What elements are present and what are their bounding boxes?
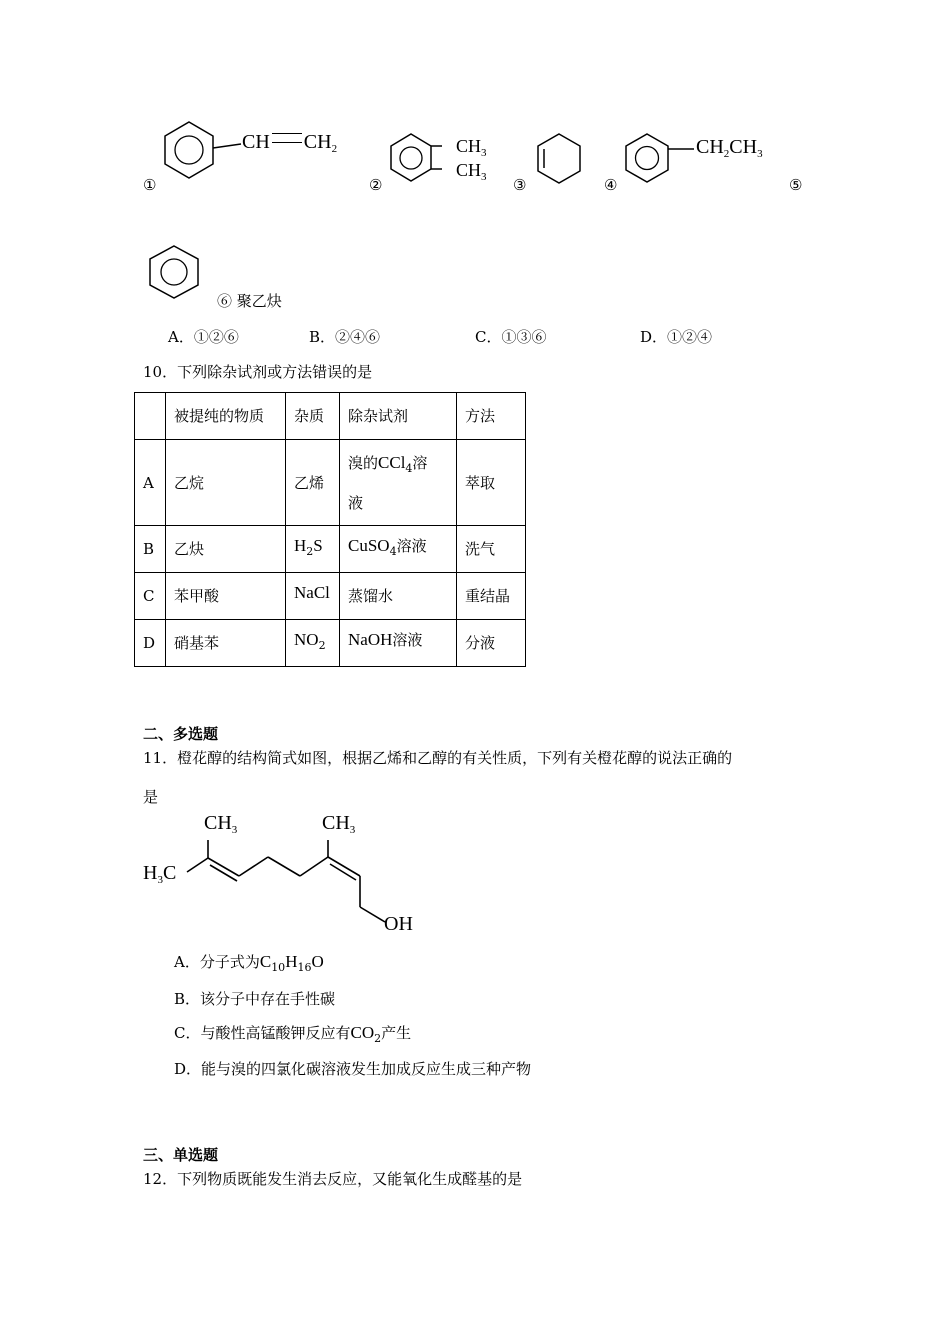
table-cell xyxy=(135,393,166,440)
methyl-label-left: $CH_3$ xyxy=(204,812,238,836)
bond-line xyxy=(213,140,243,150)
table-cell: 溴的CCl$_4$溶 液 xyxy=(340,440,457,526)
table-cell: CuSO$_4$溶液 xyxy=(340,526,457,573)
table-cell: $NO_2$ xyxy=(286,620,340,667)
section-heading-3: 三、单选题 xyxy=(143,1146,219,1164)
table-row xyxy=(135,573,526,620)
q9-option-d: D．①②④ xyxy=(640,328,713,346)
cyclohexene-structure xyxy=(534,131,586,189)
methyl-label-terminal: $H_3C$ xyxy=(143,862,177,886)
table-cell: 萃取 xyxy=(457,440,526,526)
q11-stem-line1: 11．橙花醇的结构简式如图，根据乙烯和乙醇的有关性质，下列有关橙花醇的说法正确的 xyxy=(143,749,733,767)
q9-option-b: B．②④⑥ xyxy=(309,328,381,346)
q11-stem-line2: 是 xyxy=(143,788,159,806)
table-cell: 乙烯 xyxy=(286,440,340,526)
table-header: 除杂试剂 xyxy=(340,393,457,440)
table-cell: 重结晶 xyxy=(457,573,526,620)
row-label: A xyxy=(135,440,166,526)
table-cell: 乙烷 xyxy=(166,440,286,526)
methyl-group-1: $CH_3$ xyxy=(456,136,487,159)
table-cell: 硝基苯 xyxy=(166,620,286,667)
benzene-ring-structure-1 xyxy=(160,118,220,188)
table-row xyxy=(135,620,526,667)
label-3: ③ xyxy=(513,176,527,194)
double-bond xyxy=(272,133,302,143)
table-cell: NaOH溶液 xyxy=(340,620,457,667)
purification-table xyxy=(134,392,526,667)
table-cell: $H_2S$ xyxy=(286,526,340,573)
q11-option-b: B．该分子中存在手性碳 xyxy=(174,990,336,1008)
table-row xyxy=(135,440,526,526)
row-label: D xyxy=(135,620,166,667)
struct1-formula: CH $CH_2$ xyxy=(242,131,338,155)
table-header-row xyxy=(135,393,526,440)
table-cell: NaCl xyxy=(286,573,340,620)
ethyl-group: $CH_2CH_3$ xyxy=(696,136,763,160)
q12-stem: 12．下列物质既能发生消去反应，又能氧化生成醛基的是 xyxy=(143,1170,523,1188)
label-5: ⑤ xyxy=(789,176,803,194)
label-6: ⑥ 聚乙炔 xyxy=(217,292,282,310)
table-cell: 洗气 xyxy=(457,526,526,573)
q11-option-a: A．分子式为$C_{10}H_{16}O$ xyxy=(174,952,324,974)
table-cell: 乙炔 xyxy=(166,526,286,573)
benzene-ring-structure-4 xyxy=(622,131,702,187)
table-cell: 苯甲酸 xyxy=(166,573,286,620)
q9-option-a: A．①②⑥ xyxy=(168,328,239,346)
methyl-group-2: $CH_3$ xyxy=(456,160,487,183)
table-header: 被提纯的物质 xyxy=(166,393,286,440)
table-row xyxy=(135,526,526,573)
hydroxyl-label: OH xyxy=(384,913,413,935)
q11-option-c: C．与酸性高锰酸钾反应有$CO_2$产生 xyxy=(174,1023,412,1045)
methyl-label-right: $CH_3$ xyxy=(322,812,356,836)
benzene-structure-5 xyxy=(146,243,204,301)
label-1: ① xyxy=(143,176,157,194)
row-label: B xyxy=(135,526,166,573)
label-2: ② xyxy=(369,176,383,194)
row-label: C xyxy=(135,573,166,620)
table-header: 杂质 xyxy=(286,393,340,440)
label-4: ④ xyxy=(604,176,618,194)
q9-option-c: C．①③⑥ xyxy=(475,328,547,346)
q10-stem: 10．下列除杂试剂或方法错误的是 xyxy=(143,363,373,381)
table-cell: 蒸馏水 xyxy=(340,573,457,620)
q11-option-d: D．能与溴的四氯化碳溶液发生加成反应生成三种产物 xyxy=(174,1060,532,1078)
table-header: 方法 xyxy=(457,393,526,440)
benzene-ring-structure-2 xyxy=(388,131,438,187)
table-cell: 分液 xyxy=(457,620,526,667)
section-heading-2: 二、多选题 xyxy=(143,725,219,743)
